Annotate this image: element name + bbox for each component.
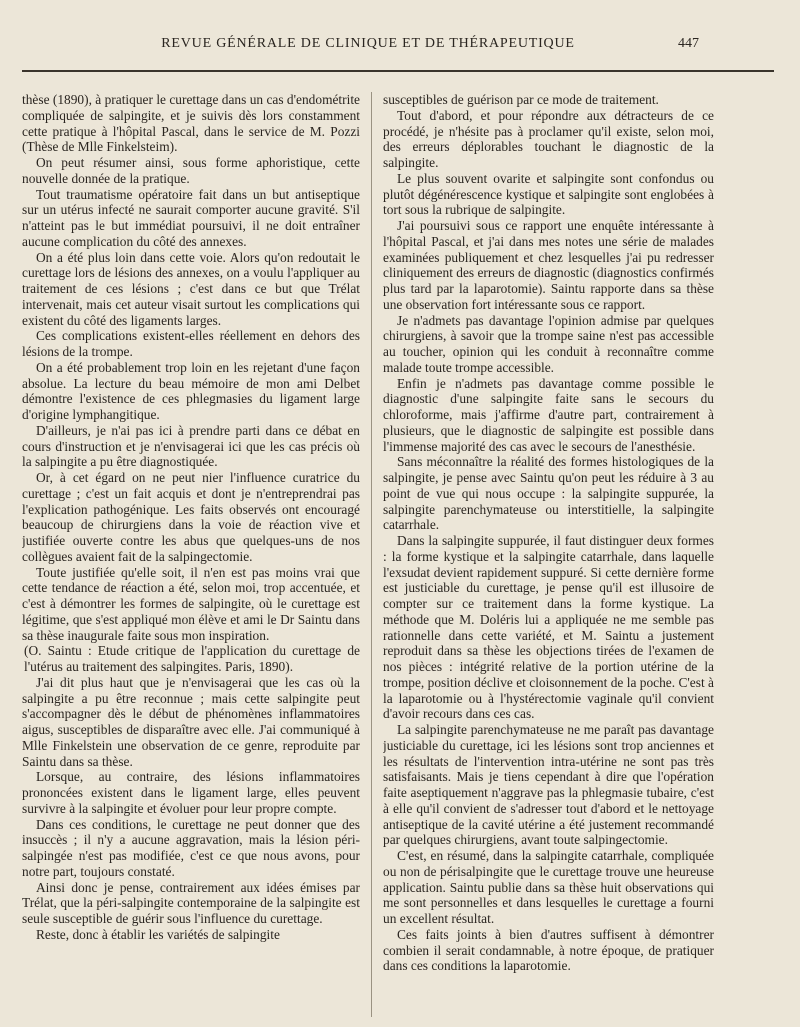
paragraph: susceptibles de guérison par ce mode de traitement. xyxy=(383,92,659,107)
paragraph: C'est, en résumé, dans la salpingite catarrhale, compliquée ou non de périsalpingite que le curettage trouve une heureuse application. Saintu publie dans sa thèse huit observations qui me sont personnelles et dans lesquelles le curettage a fourni un excellent résultat. xyxy=(383,848,714,926)
paragraph: La salpingite parenchymateuse ne me paraît pas davantage justiciable du curettage, ici les lésions sont trop anciennes et les résultats de l'intervention intra-utérine ne sont pas très satisfaisants. Mais je tiens cependant à dire que l'opération faite aseptiquement n'aggrave pas la phlegmasie tubaire, c'est à elle qu'il convient de s'adresser tout d'abord et le nettoyage antiseptique de la cavité utérine a été justement recommandé par quelques chirurgiens, avant toute salpingectomie. xyxy=(383,722,714,848)
page-header xyxy=(0,36,800,60)
paragraph: Lorsque, au contraire, des lésions inflammatoires prononcées existent dans le ligament large, elles peuvent survivre à la salpingite et évoluer pour leur propre compte. xyxy=(22,769,360,816)
paragraph: Dans la salpingite suppurée, il faut distinguer deux formes : la forme kystique et la salpingite catarrhale, dans laquelle l'exsudat devient rapidement suppuré. Si cette dernière forme est justiciable du curettage, je pense qu'il est illusoire de compter sur ce traitement dans la forme kystique. La méthode que M. Doléris lui a appliquée ne me semble pas rationnelle dans cette variété, et M. Saintu a justement reproduit dans sa thèse les objections tirées de l'examen de nos pièces : intégrité relative de la portion utérine de la trompe, position déclive et cloisonnement de la poche. C'est à la laparotomie ou à l'hystérectomie vaginale qu'il convient d'avoir recours dans ces cas. xyxy=(383,533,714,722)
paragraph: Tout d'abord, et pour répondre aux détracteurs de ce procédé, je n'hésite pas à proclamer qu'il existe, selon moi, des erreurs déplorables touchant le diagnostic de la salpingite. xyxy=(383,107,714,170)
paragraph: Toute justifiée qu'elle soit, il n'en est pas moins vrai que cette tendance de réaction a été, selon moi, trop accentuée, et c'est à démontrer les formes de salpingite, où le curettage est légitime, que s'est appliqué mon élève et ami le Dr Saintu dans sa thèse inaugurale faite sous mon inspiration. xyxy=(22,564,360,643)
page-number: 447 xyxy=(678,36,699,51)
paragraph: Le plus souvent ovarite et salpingite sont confondus ou plutôt dégénérescence kystique et salpingite sont englobées à tort sous la rubrique de salpingite. xyxy=(383,170,714,218)
left-column xyxy=(22,92,360,1007)
paragraph: J'ai dit plus haut que je n'envisagerai que les cas où la salpingite a pu être reconnue ; mais cette salpingite peut s'accompagner dès le début de phénomènes inflammatoires aigus, susceptibles de disparaître avec elle. J'ai communiqué à Mlle Finkelstein une observation de ce genre, reproduite par Saintu dans sa thèse. xyxy=(22,674,360,769)
paragraph: thèse (1890), à pratiquer le curettage dans un cas d'endométrite compliquée de salpingite, et je suivis dès lors constamment cette pratique à l'hôpital Pascal, dans le service de M. Pozzi (Thèse de Mlle Finkelsteim). xyxy=(22,92,360,155)
paragraph: D'ailleurs, je n'ai pas ici à prendre parti dans ce débat en cours d'instruction et je n'envisagerai ici que les cas précis où la salpingite a pu être diagnostiquée. xyxy=(22,422,360,470)
paragraph: J'ai poursuivi sous ce rapport une enquête intéressante à l'hôpital Pascal, et j'ai dans mes notes une série de malades examinées publiquement et chez lesquelles j'ai pu redresser cliniquement des erreurs de diagnostic (diagnostics confirmés plus tard par la laparotomie). Saintu rapporte dans sa thèse une observation fort intéressante sous ce rapport. xyxy=(383,218,714,312)
right-column xyxy=(383,92,714,1007)
paragraph: On a été plus loin dans cette voie. Alors qu'on redoutait le curettage lors de lésions des annexes, on a voulu l'appliquer au traitement de ces lésions ; c'est dans ce but que Trélat intervenait, mais cet auteur visait surtout les complications qui existent du côté des ligaments larges. xyxy=(22,249,360,328)
paragraph: On a été probablement trop loin en les rejetant d'une façon absolue. La lecture du beau mémoire de mon ami Delbet démontre l'existence de ces phlegmasies du ligament large d'origine lymphangitique. xyxy=(22,359,360,422)
paragraph: (O. Saintu : Etude critique de l'application du curettage de l'utérus au traitement des salpingites. Paris, 1890). xyxy=(24,643,360,674)
paragraph: Ainsi donc je pense, contrairement aux idées émises par Trélat, que la péri-salpingite contemporaine de la salpingite est seule susceptible de guérir sous l'influence du curettage. xyxy=(22,879,360,926)
header-rule xyxy=(22,70,774,72)
paragraph: Ces faits joints à bien d'autres suffisent à démontrer combien il serait condamnable, à notre époque, de pratiquer dans ces conditions la laparotomie. xyxy=(383,926,714,974)
paragraph: Tout traumatisme opératoire fait dans un but antiseptique sur un utérus infecté ne saurait comporter aucune gravité. S'il n'atteint pas le but immédiat poursuivi, il ne doit entraîner aucune complication du côté des annexes. xyxy=(22,186,360,249)
paragraph: Ces complications existent-elles réellement en dehors des lésions de la trompe. xyxy=(22,328,360,359)
paragraph: Enfin je n'admets pas davantage comme possible le diagnostic d'une salpingite faite sans le secours du chloroforme, mais j'affirme d'autre part, contrairement à plusieurs, que le diagnostic de salpingite est possible dans l'immense majorité des cas avec le secours de l'anesthésie. xyxy=(383,375,714,454)
paragraph: Je n'admets pas davantage l'opinion admise par quelques chirurgiens, à savoir que la trompe saine n'est pas accessible au toucher, opinion qui les conduit à reconnaître comme malade toute trompe accessible. xyxy=(383,312,714,375)
paragraph: Reste, donc à établir les variétés de salpingite xyxy=(36,926,280,942)
paragraph: Sans méconnaître la réalité des formes histologiques de la salpingite, je pense avec Saintu qu'on peut les réduire à 3 au point de vue qui nous occupe : la salpingite suppurée, la salpingite parenchymateuse ou interstitielle, la salpingite catarrhale. xyxy=(383,454,714,533)
paragraph: Or, à cet égard on ne peut nier l'influence curatrice du curettage ; c'est un fait acquis et dont je n'entreprendrai pas l'explication pathogénique. Les faits observés ont encouragé beaucoup de chirurgiens dans la voie de réaction vive et justifiée ouverte contre les abus que quelques-uns de nos collègues avaient fait de la salpingectomie. xyxy=(22,470,360,564)
paragraph: On peut résumer ainsi, sous forme aphoristique, cette nouvelle donnée de la pratique. xyxy=(22,155,360,186)
paragraph: Dans ces conditions, le curettage ne peut donner que des insuccès ; il n'y a aucune aggravation, mais la lésion péri-salpingée n'est pas modifiée, c'est ce que nous avons, pour notre part, toujours constaté. xyxy=(22,816,360,879)
column-divider xyxy=(371,92,372,1017)
running-title: REVUE GÉNÉRALE DE CLINIQUE ET DE THÉRAPEUTIQUE xyxy=(161,36,575,51)
